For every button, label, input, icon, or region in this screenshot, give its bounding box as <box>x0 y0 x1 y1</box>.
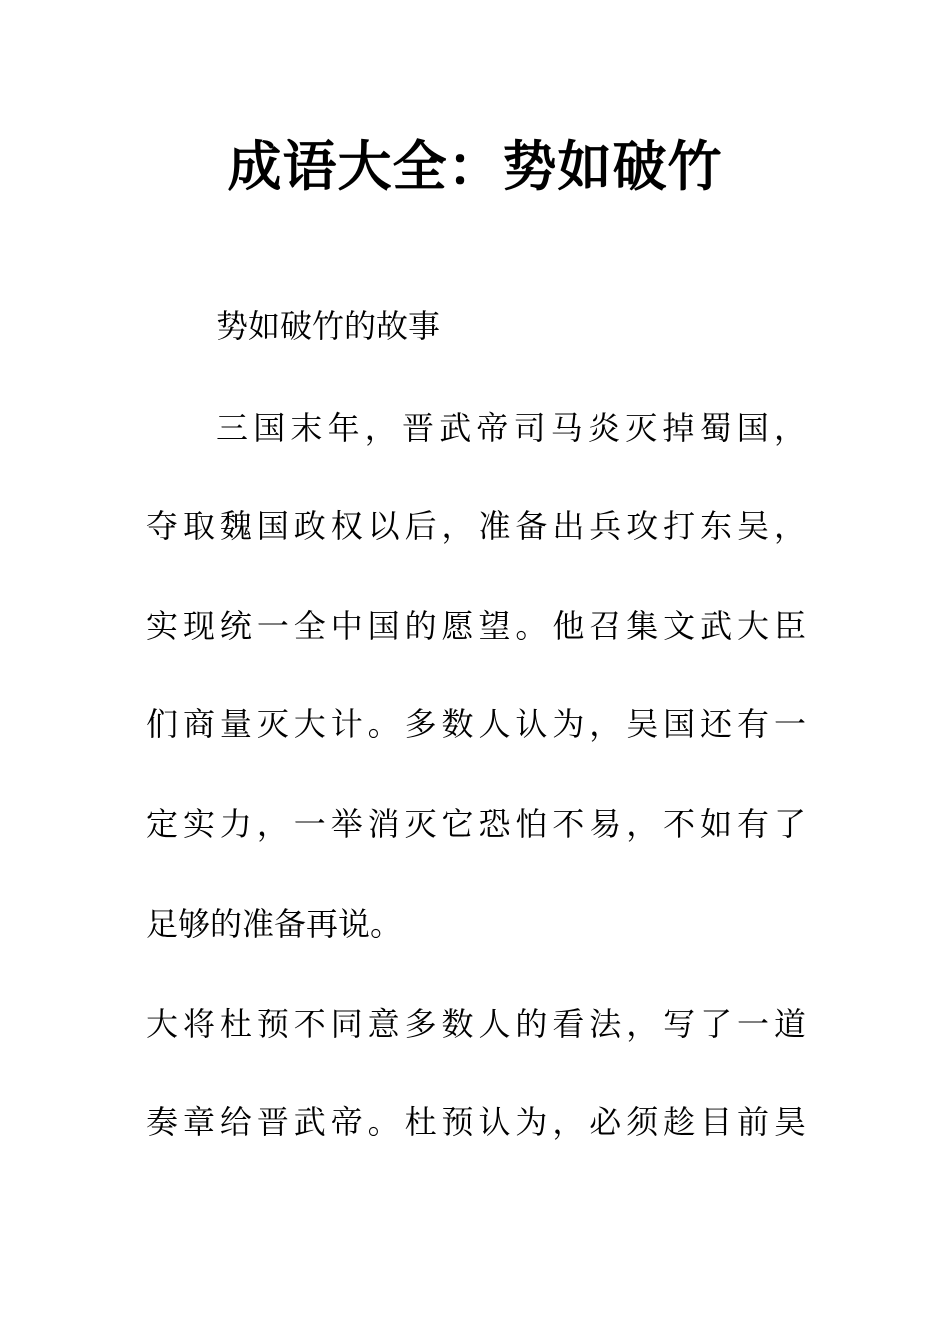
paragraph-line: 夺取魏国政权以后，准备出兵攻打东吴， <box>146 507 806 545</box>
paragraph-line: 定实力，一举消灭它恐怕不易，不如有了 <box>146 805 806 843</box>
paragraph-line: 们商量灭大计。多数人认为，吴国还有一 <box>146 705 806 743</box>
subheading: 势如破竹的故事 <box>216 307 441 345</box>
page-title: 成语大全：势如破竹 <box>227 135 723 198</box>
paragraph-line: 大将杜预不同意多数人的看法，写了一道 <box>146 1005 806 1043</box>
paragraph-line: 足够的准备再说。 <box>146 905 403 943</box>
paragraph-line: 奏章给晋武帝。杜预认为，必须趁目前昊 <box>146 1103 806 1141</box>
paragraph-line: 实现统一全中国的愿望。他召集文武大臣 <box>146 607 806 645</box>
paragraph-line: 三国末年，晋武帝司马炎灭掉蜀国， <box>216 409 806 447</box>
